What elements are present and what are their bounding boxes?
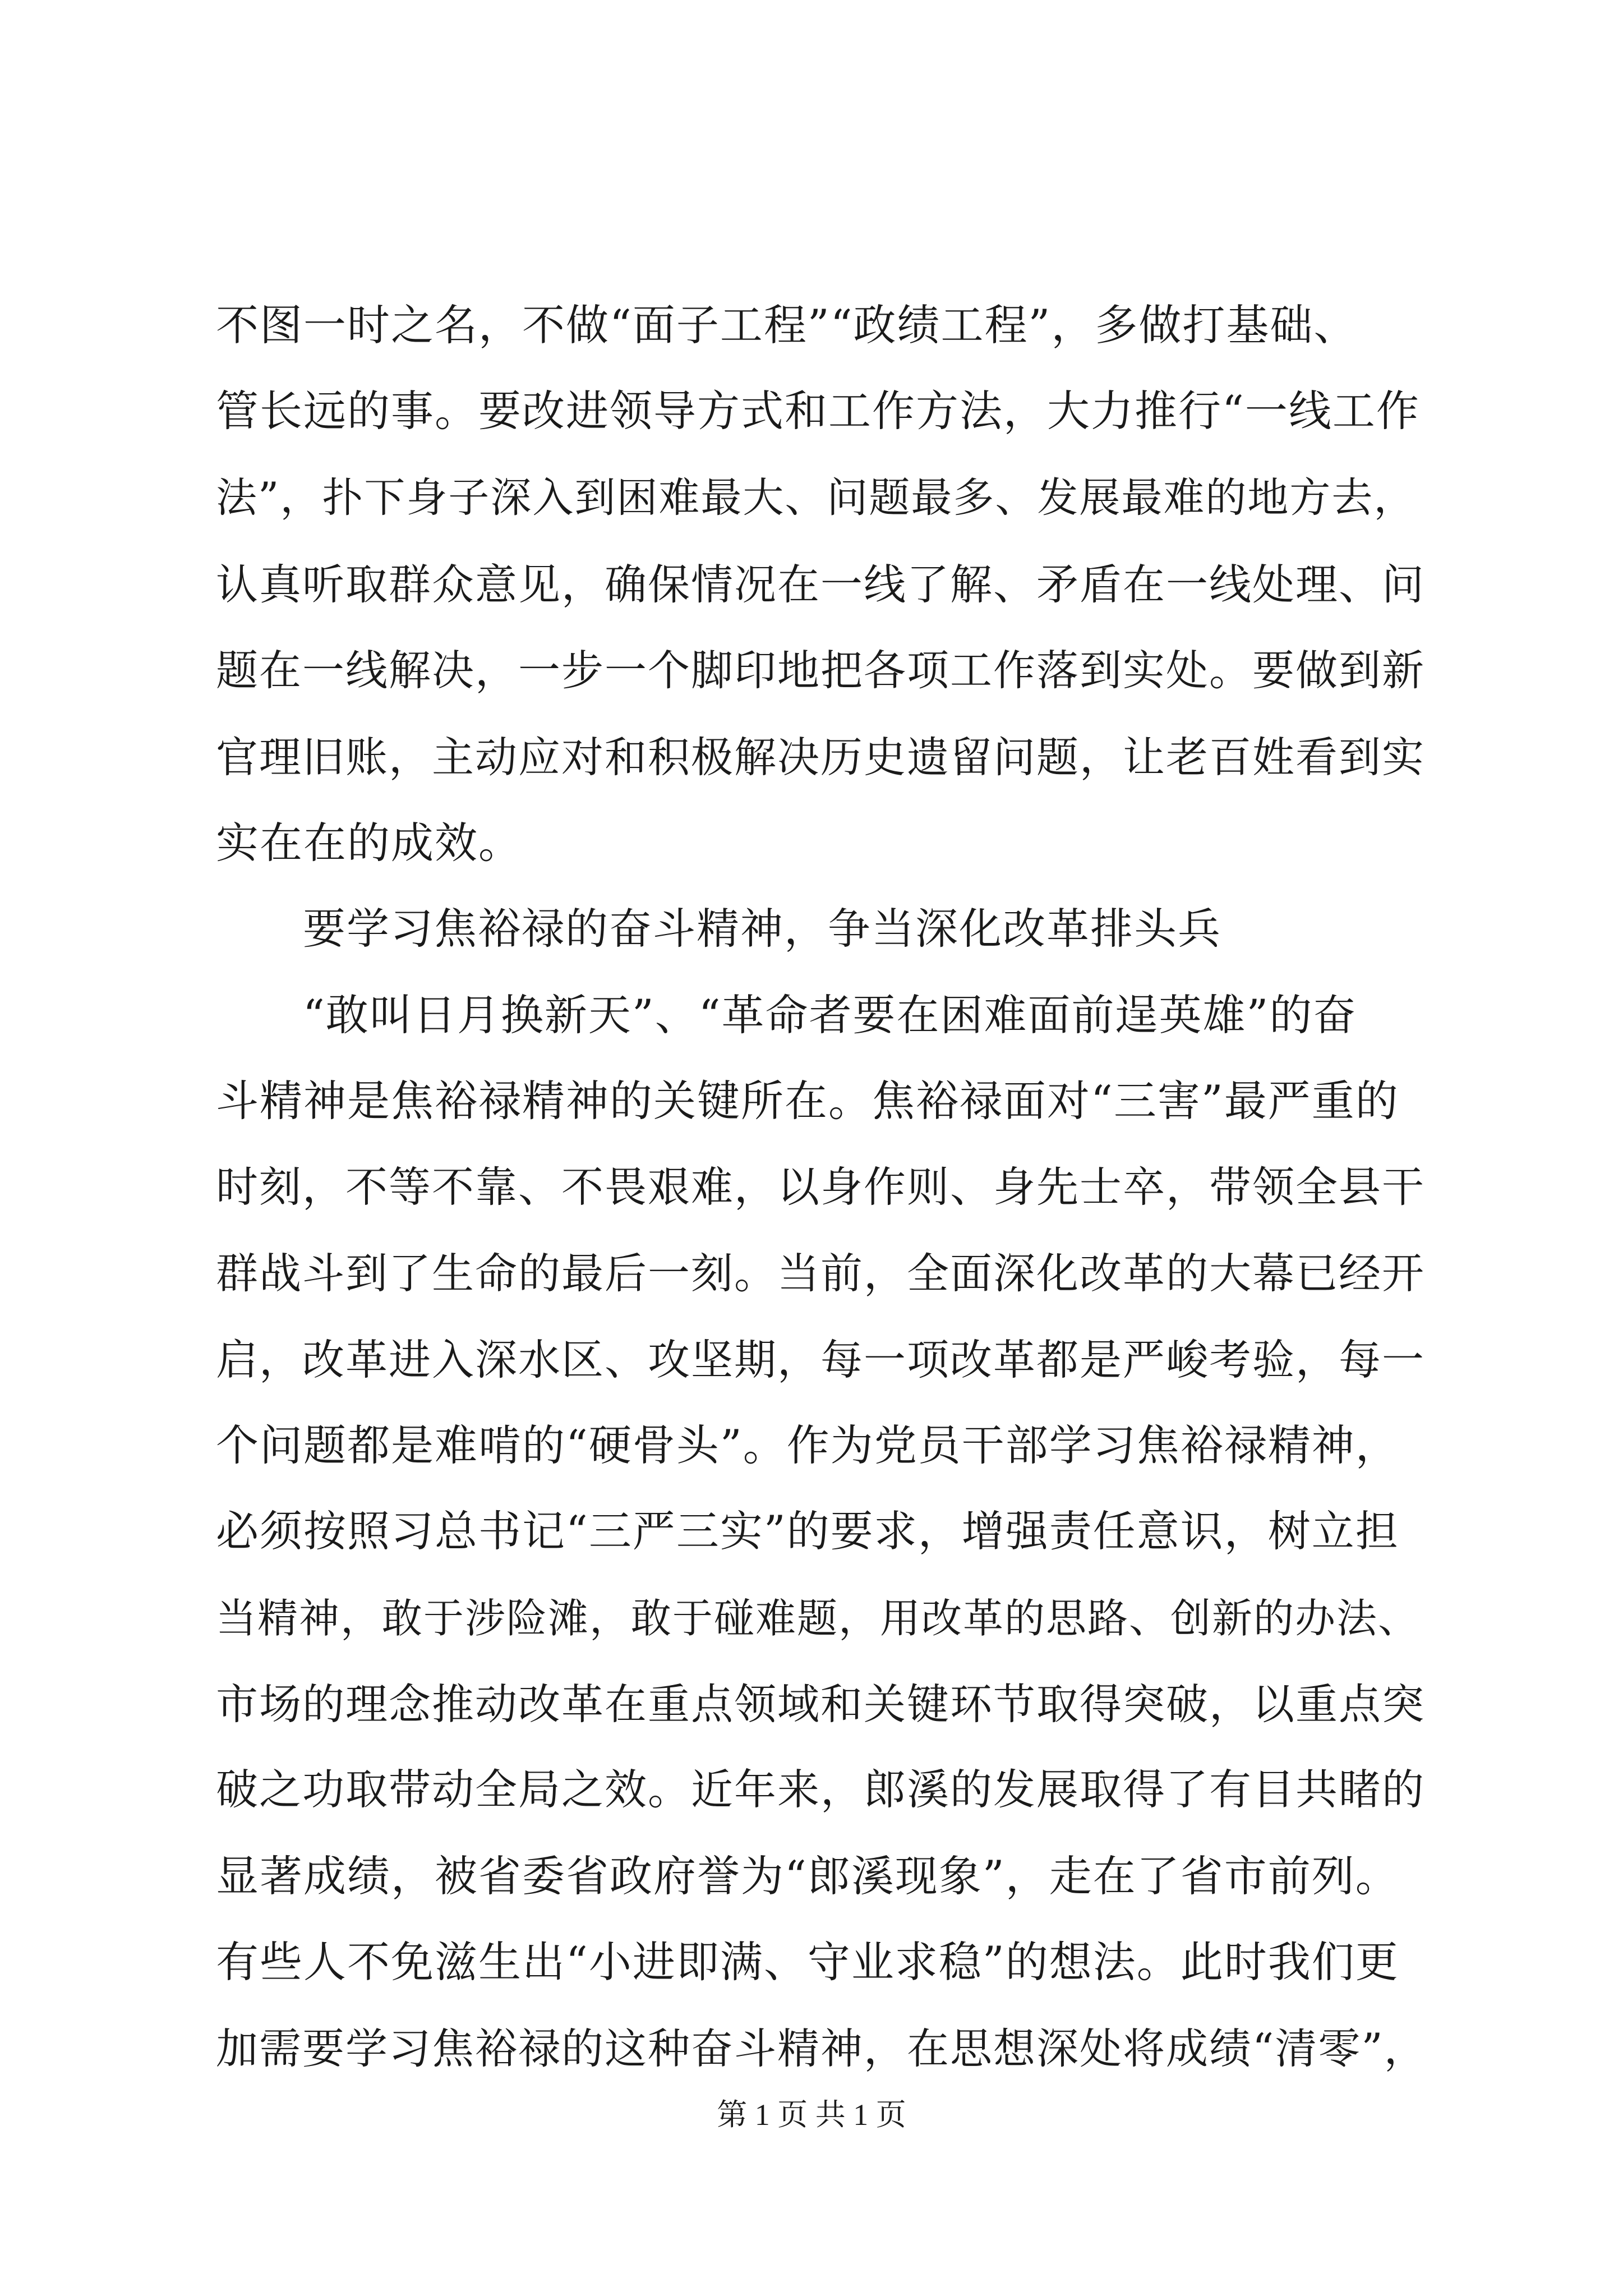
text-line: 官理旧账，主动应对和积极解决历史遗留问题，让老百姓看到实 (216, 733, 1426, 782)
text-line: 当精神，敢于涉险滩，敢于碰难题，用改革的思路、创新的办法、 (216, 1595, 1420, 1642)
text-line: 管长远的事。要改进领导方式和工作方法，大力推行“一线工作 (216, 386, 1420, 436)
text-line: 题在一线解决，一步一个脚印地把各项工作落到实处。要做到新 (216, 646, 1426, 695)
text-line: 显著成绩，被省委省政府誉为“郎溪现象”，走在了省市前列。 (216, 1851, 1399, 1901)
text-line: “敢叫日月换新天”、“革命者要在困难面前逞英雄”的奋 (303, 990, 1357, 1040)
text-line: 市场的理念推动改革在重点领域和关键环节取得突破，以重点突 (216, 1680, 1426, 1729)
text-line: 启，改革进入深水区、攻坚期，每一项改革都是严峻考验，每一 (216, 1335, 1426, 1384)
page-footer: 第 1 页 共 1 页 (717, 2098, 906, 2132)
text-line: 斗精神是焦裕禄精神的关键所在。焦裕禄面对“三害”最严重的 (216, 1076, 1399, 1126)
text-line: 群战斗到了生命的最后一刻。当前，全面深化改革的大幕已经开 (216, 1249, 1426, 1298)
text-line: 时刻，不等不靠、不畏艰难，以身作则、身先士卒，带领全县干 (216, 1162, 1426, 1212)
text-line: 加需要学习焦裕禄的这种奋斗精神，在思想深处将成绩“清零”， (216, 2024, 1427, 2073)
text-line: 破之功取带动全局之效。近年来，郎溪的发展取得了有目共睹的 (216, 1765, 1426, 1814)
text-line: 认真听取群众意见，确保情况在一线了解、矛盾在一线处理、问 (216, 560, 1426, 609)
section-heading: 要学习焦裕禄的奋斗精神，争当深化改革排头兵 (303, 904, 1221, 954)
text-line: 实在在的成效。 (216, 818, 522, 868)
text-line: 个问题都是难啃的“硬骨头”。作为党员干部学习焦裕禄精神， (216, 1420, 1399, 1470)
text-line: 法”，扑下身子深入到困难最大、问题最多、发展最难的地方去， (216, 474, 1416, 522)
text-line: 必须按照习总书记“三严三实”的要求，增强责任意识，树立担 (216, 1506, 1399, 1556)
text-line: 有些人不免滋生出“小进即满、守业求稳”的想法。此时我们更 (216, 1937, 1399, 1987)
text-line: 不图一时之名，不做“面子工程”“政绩工程”，多做打基础、 (216, 300, 1358, 350)
